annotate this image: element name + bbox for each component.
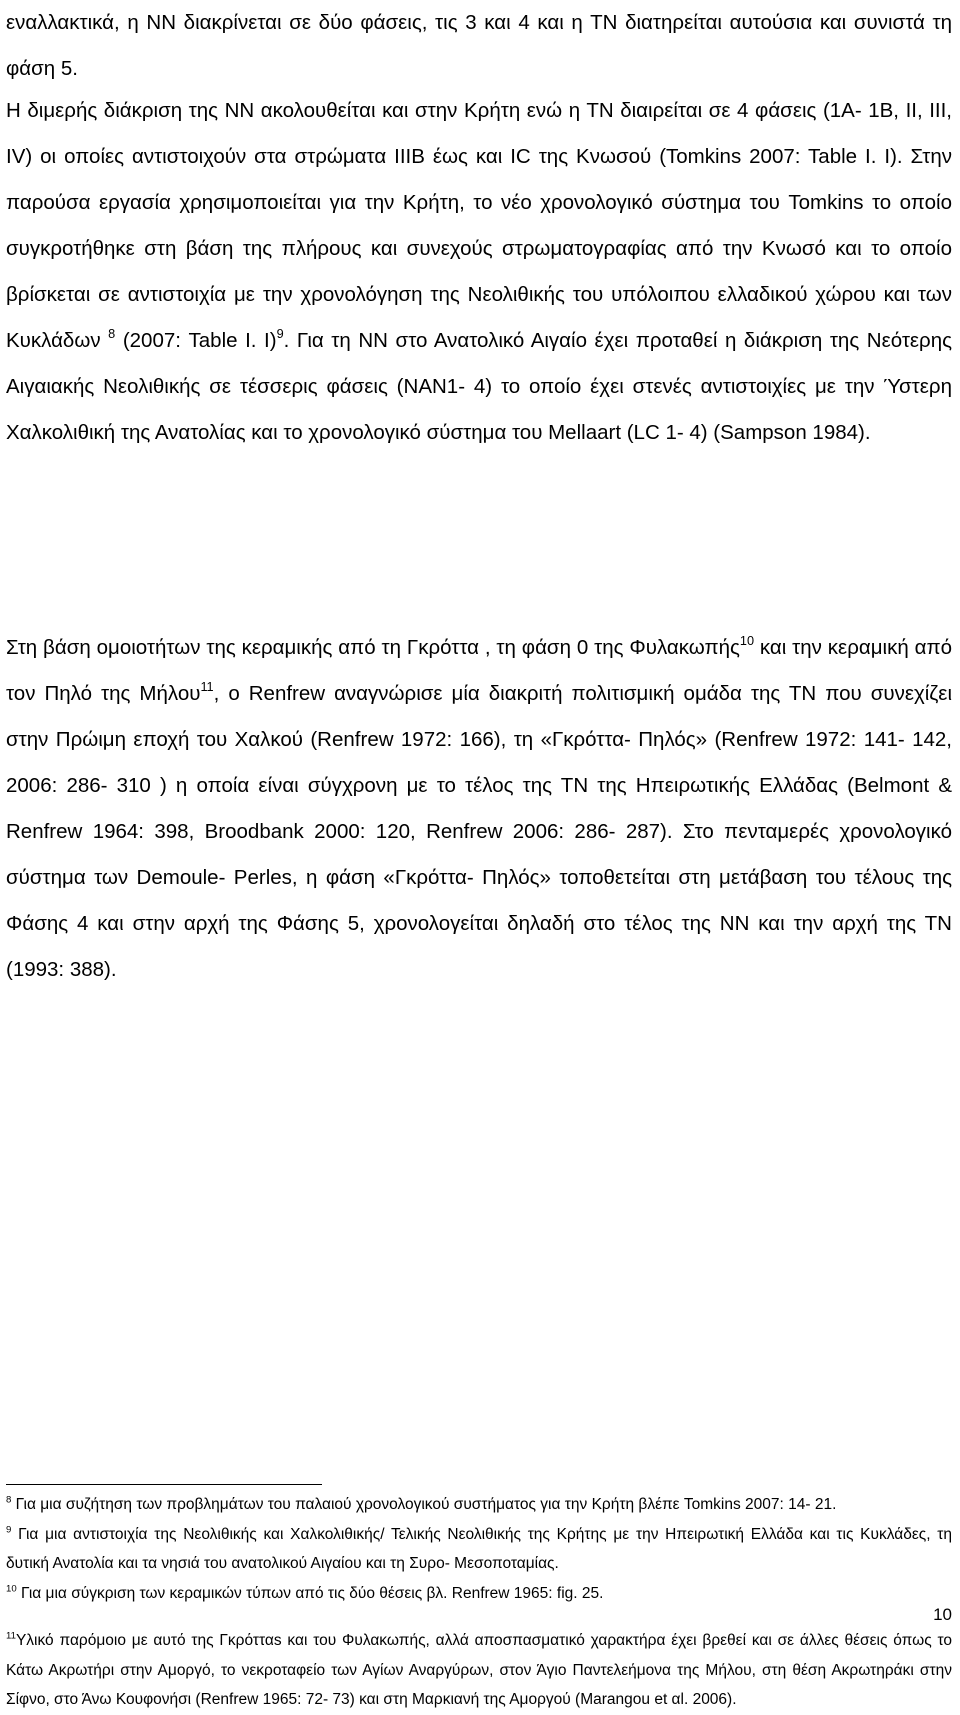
footnote-text: Για μια αντιστοιχία της Νεολιθικής και Χαλκολιθικής/ Τελικής Νεολιθικής της Κρήτης με την Ηπειρωτική Ελλάδα και τις Κυκλάδες, τη δυτική Ανατολία και τα νησιά του ανατολικού Αιγαίου και τη Συρο- Μεσοποταμίας. [6, 1525, 952, 1572]
footnote-ref-9[interactable]: 9 [276, 326, 284, 342]
paragraph-text: και την κεραμική από τον Πηλό της Μήλου [6, 636, 952, 705]
paragraph-text: εναλλακτικά, η ΝΝ διακρίνεται σε δύο φάσεις, τις 3 και 4 και η ΤΝ διατηρείται αυτούσια και συνιστά τη φάση 5. [6, 11, 952, 80]
footnotes [6, 1490, 952, 1715]
footnote-number: 9 [6, 1523, 12, 1535]
footnote-text: Υλικό παρόμοιο με αυτό της Γκρότταs και του Φυλακωπής, αλλά αποσπασματικό χαρακτήρα έχει βρεθεί και σε άλλες θέσεις όπως το Κάτω Ακρωτήρι στην Αμοργό, το νεκροταφείο των Αγίων Αναργύρων, στον Άγιο Παντελεήμονα της Μήλου, στη θέση Ακρωτηράκι στην Σίφνο, στο Άνω Κουφονήσι (Renfrew 1965: 72- 73) και στη Μαρκιανή της Αμοργού (Marangou et αl. 2006). [6, 1632, 952, 1708]
body-paragraph-1 [6, 0, 952, 92]
footnote-ref-11[interactable]: 11 [200, 679, 214, 695]
footnote-number: 10 [6, 1582, 17, 1594]
paragraph-text: (2007: Table I. I) [115, 329, 277, 352]
page-number: 10 [933, 1605, 952, 1624]
footnote-ref-10[interactable]: 10 [739, 633, 755, 649]
footnote-ref-8[interactable]: 8 [108, 326, 116, 342]
footnote-9 [6, 1520, 952, 1579]
paragraph-text: . Για τη ΝΝ στο Ανατολικό Αιγαίο έχει προταθεί η διάκριση της Νεότερης Αιγαιακής Νεολιθικής σε τέσσερις φάσεις (ΝΑΝ1- 4) το οποίο έχει στενές αντιστοιχίες με την Ύστερη Χαλκολιθική της Ανατολίας και το χρονολογικό σύστημα του Mellaart (LC 1- 4) (Sampson 1984). [6, 329, 953, 444]
footnote-separator [6, 1484, 322, 1485]
body-paragraph-3 [6, 625, 952, 993]
footnote-11 [6, 1626, 952, 1715]
paragraph-text: Στη βάση ομοιοτήτων της κεραμικής από τη Γκρόττα , τη φάση 0 της Φυλακωπής [6, 636, 740, 659]
footnote-text: Για μια σύγκριση των κεραμικών τύπων από τις δύο θέσεις βλ. Renfrew 1965: fig. 25. [16, 1584, 604, 1602]
footnote-8 [6, 1490, 952, 1520]
footnote-text: Για μια συζήτηση των προβλημάτων του παλαιού χρονολογικού συστήματος για την Κρήτη βλέπε Tomkins 2007: 14- 21. [11, 1496, 837, 1513]
footnote-number: 8 [6, 1494, 12, 1506]
footnote-number: 11 [6, 1630, 16, 1642]
paragraph-text: , ο Renfrew αναγνώρισε μία διακριτή πολιτισμική ομάδα της ΤΝ που συνεχίζει στην Πρώιμη εποχή του Χαλκού (Renfrew 1972: 166), τη «Γκρόττα- Πηλός» (Renfrew 1972: 141- 142, 2006: 286- 310 ) η οποία είναι σύγχρονη με το τέλος της ΤΝ της Ηπειρωτικής Ελλάδας (Belmont & Renfrew 1964: 398, Broodbank 2000: 120, Renfrew 2006: 286- 287). Στο πενταμερές χρονολογικό σύστημα των Demoule- Perles, η φάση «Γκρόττα- Πηλός» τοποθετείται στη μετάβαση του τέλους της Φάσης 4 και στην αρχή της Φάσης 5, χρονολογείται δηλαδή στο τέλος της ΝΝ και την αρχή της ΤΝ (1993: 388). [6, 682, 953, 981]
paragraph-text: Η διμερής διάκριση της ΝΝ ακολουθείται και στην Κρήτη ενώ η ΤΝ διαιρείται σε 4 φάσεις (1Α- 1Β, ΙΙ, ΙΙΙ, IV) οι οποίες αντιστοιχούν στα στρώματα ΙΙΙΒ έως και IC της Κνωσού (Tomkins 2007: Table I. I). Στην παρούσα εργασία χρησιμοποιείται για την Κρήτη, το νέο χρονολογικό σύστημα του Tomkins το οποίο συγκροτήθηκε στη βάση της πλήρους και συνεχούς στρωματογραφίας από την Κνωσό και το οποίο βρίσκεται σε αντιστοιχία με την χρονολόγηση της Νεολιθικής του υπόλοιπου ελλαδικού χώρου και των Κυκλάδων [6, 99, 952, 352]
body-paragraph-2 [6, 88, 952, 456]
footnote-10 [6, 1579, 952, 1609]
